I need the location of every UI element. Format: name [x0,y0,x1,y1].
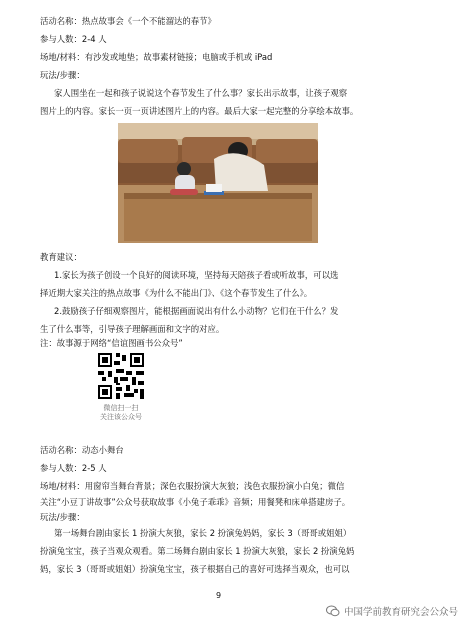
advice-line: 择近期大家关注的热点故事《为什么不能出门》、《这个春节发生了什么》。 [40,288,313,298]
qr-caption-line: 关注该公众号 [100,413,142,421]
activity2-method-line: 扮演兔宝宝，孩子当观众观看。第二场舞台剧由家长 1 扮演大灰狼，家长 2 扮演兔妈 [40,546,355,556]
qr-caption [86,404,156,422]
activity1-method-line: 图片上的内容。家长一页一页讲述图片上的内容。最后大家一起完整的分享绘本故事。 [40,106,359,116]
activity1-venue: 场地/材料：有沙发或地垫；故事素材链接；电脑或手机或 iPad [40,52,273,62]
watermark-text: 中国学前教育研究会公众号 [344,607,458,618]
qr-code-icon[interactable] [96,351,146,401]
advice-line: 2.鼓励孩子仔细观察图片，能根据画面说出有什么小动物？它们在干什么？发 [54,306,339,316]
activity2-participants: 参与人数：2-5 人 [40,463,107,473]
activity2-name: 活动名称：动态小舞台 [40,445,124,455]
activity2-method-line: 第一场舞台剧由家长 1 扮演大灰狼，家长 2 扮演兔妈妈，家长 3（哥哥或姐姐） [54,528,352,538]
family-reading-photo-art [118,123,318,243]
advice-line: 生了什么事等，引导孩子理解画面和文字的对应。 [40,324,225,334]
watermark [326,604,458,618]
advice-line: 1.家长为孩子创设一个良好的阅读环境，坚持每天陪孩子看或听故事，可以选 [54,270,339,280]
wechat-icon [326,605,340,617]
activity2-method-heading: 玩法/步骤： [40,512,85,522]
advice-note: 注：故事源于网络“信谊图画书公众号” [40,338,183,348]
qr-caption-line: 微信扫一扫 [103,404,139,412]
activity1-method-line: 家人围坐在一起和孩子说说这个春节发生了什么事？家长出示故事，让孩子观察 [54,88,348,98]
family-reading-photo [118,123,318,243]
qr-code-art [96,351,146,401]
activity1-method-heading: 玩法/步骤： [40,70,85,80]
activity2-venue: 关注“小豆丁讲故事”公众号获取故事《小兔子乖乖》音频；用餐凳和床单搭建房子。 [40,497,351,507]
activity2-venue: 场地/材料：用窗帘当舞台背景；深色衣服扮演大灰狼；浅色衣服扮演小白兔；微信 [40,481,345,491]
activity1-participants: 参与人数：2-4 人 [40,34,107,44]
activity2-method-line: 妈，家长 3（哥哥或姐姐）扮演兔宝宝，孩子根据自己的喜好可选择当观众，也可以 [40,564,350,574]
page-number: 9 [216,591,222,600]
activity1-name: 活动名称：热点故事会《一个不能溜达的春节》 [40,16,216,26]
advice-heading: 教育建议： [40,252,82,262]
